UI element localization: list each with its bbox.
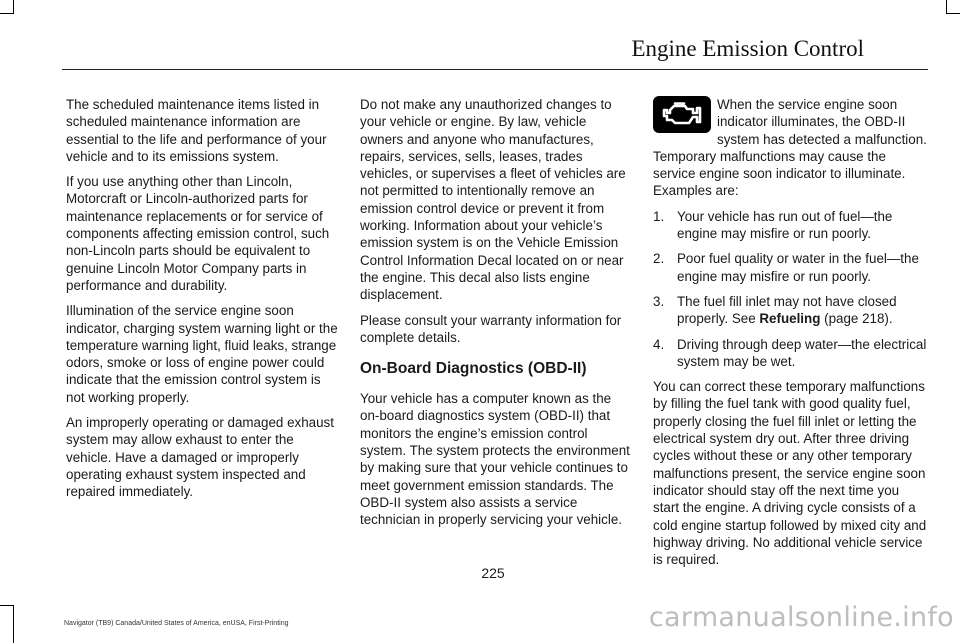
list-item-number: 3. bbox=[653, 293, 665, 309]
page-number: 225 bbox=[481, 565, 505, 581]
list-item bbox=[653, 250, 928, 285]
paragraph-authorized-parts: If you use anything other than Lincoln, Motorcraft or Lincoln-authorized parts for maintenance replacements or for service of components affecting emission control, such non-Lincoln parts should be equivalent to genuine Lincoln Motor Company parts in performance and durability. bbox=[66, 174, 330, 293]
title-divider bbox=[62, 69, 928, 70]
paragraph-obd-system: Your vehicle has a computer known as the on-board diagnostics system (OBD-II) that monitors the engine’s emission control system. The system protects the environment by making sure that your vehicle continues to meet government emission standards. The OBD-II system also assists a service technician in properly servicing your vehicle. bbox=[360, 391, 630, 528]
crop-mark-top-right-v bbox=[946, 0, 947, 14]
footer-text: Navigator (TB9) Canada/United States of America, enUSA, First-Printing bbox=[64, 620, 289, 627]
list-item-number: 4. bbox=[653, 336, 665, 352]
crop-mark-bottom-left-v bbox=[13, 605, 14, 643]
crop-mark-bottom-left-h bbox=[0, 605, 14, 606]
page-title: Engine Emission Control bbox=[631, 36, 864, 61]
list-item-text: Your vehicle has run out of fuel—the engine may misfire or run poorly. bbox=[677, 208, 893, 242]
paragraph-correct-malfunctions: You can correct these temporary malfunctions by filling the fuel tank with good quality fuel, properly closing the fuel fill inlet or letting the electrical system dry out. After three driving cycles without these or any other temporary malfunctions present, the service engine soon indicator should stay off the next time you start the engine. A driving cycle consists of a cold engine startup followed by mixed city and highway driving. No additional vehicle service is required. bbox=[653, 379, 927, 568]
crop-mark-top-left-h bbox=[0, 13, 14, 14]
examples-list bbox=[653, 208, 928, 370]
column-middle bbox=[360, 96, 632, 537]
list-item-number: 1. bbox=[653, 208, 665, 224]
crop-mark-top-right-h bbox=[946, 13, 960, 14]
watermark: carmanualsonline.info bbox=[648, 602, 954, 633]
page-reference: (page 218). bbox=[820, 311, 893, 327]
list-item bbox=[653, 208, 928, 243]
paragraph-service-engine-soon: When the service engine soon indicator illuminates, the OBD-II system has detected a malfunction. Temporary malfunctions may cause the service engine soon indicator to illuminate. Examples are: bbox=[653, 97, 927, 199]
refueling-link[interactable]: Refueling bbox=[759, 311, 821, 327]
list-item-text: The fuel fill inlet may not have closed properly. See bbox=[677, 293, 897, 327]
list-item-text: Driving through deep water—the electrical system may be wet. bbox=[677, 336, 927, 369]
paragraph-scheduled-maintenance: The scheduled maintenance items listed in scheduled maintenance information are essential to the life and performance of your vehicle and to its emissions system. bbox=[66, 97, 327, 164]
list-item bbox=[653, 293, 928, 328]
list-item bbox=[653, 336, 928, 371]
list-item-number: 2. bbox=[653, 251, 665, 267]
paragraph-exhaust-system: An improperly operating or damaged exhaust system may allow exhaust to enter the vehicle. Have a damaged or improperly operating exhaust system inspected and repaired immediately. bbox=[66, 415, 334, 500]
column-left bbox=[66, 96, 338, 509]
paragraph-unauthorized-changes: Do not make any unauthorized changes to your vehicle or engine. By law, vehicle owners and anyone who manufactures, repairs, services, sells, leases, trades vehicles, or supervises a fleet of vehicles are not permitted to intentionally remove an emission control device or prevent it from working. Information about your vehicle’s emission system is on the Vehicle Emission Control Information Decal located on or near the engine. This decal also lists engine displacement. bbox=[360, 97, 626, 303]
paragraph-warranty: Please consult your warranty information for complete details. bbox=[360, 312, 622, 345]
engine-warning-icon bbox=[653, 96, 711, 133]
list-item-text: Poor fuel quality or water in the fuel—the engine may misfire or run poorly. bbox=[677, 251, 919, 284]
crop-mark-top-left-v bbox=[13, 0, 14, 14]
section-heading-obd: On-Board Diagnostics (OBD-II) bbox=[360, 360, 587, 378]
column-right bbox=[653, 96, 928, 576]
paragraph-warning-illumination: Illumination of the service engine soon indicator, charging system warning light or the temperature warning light, fluid leaks, strange odors, smoke or loss of engine power could indicate that the emission control system is not working properly. bbox=[66, 303, 338, 405]
